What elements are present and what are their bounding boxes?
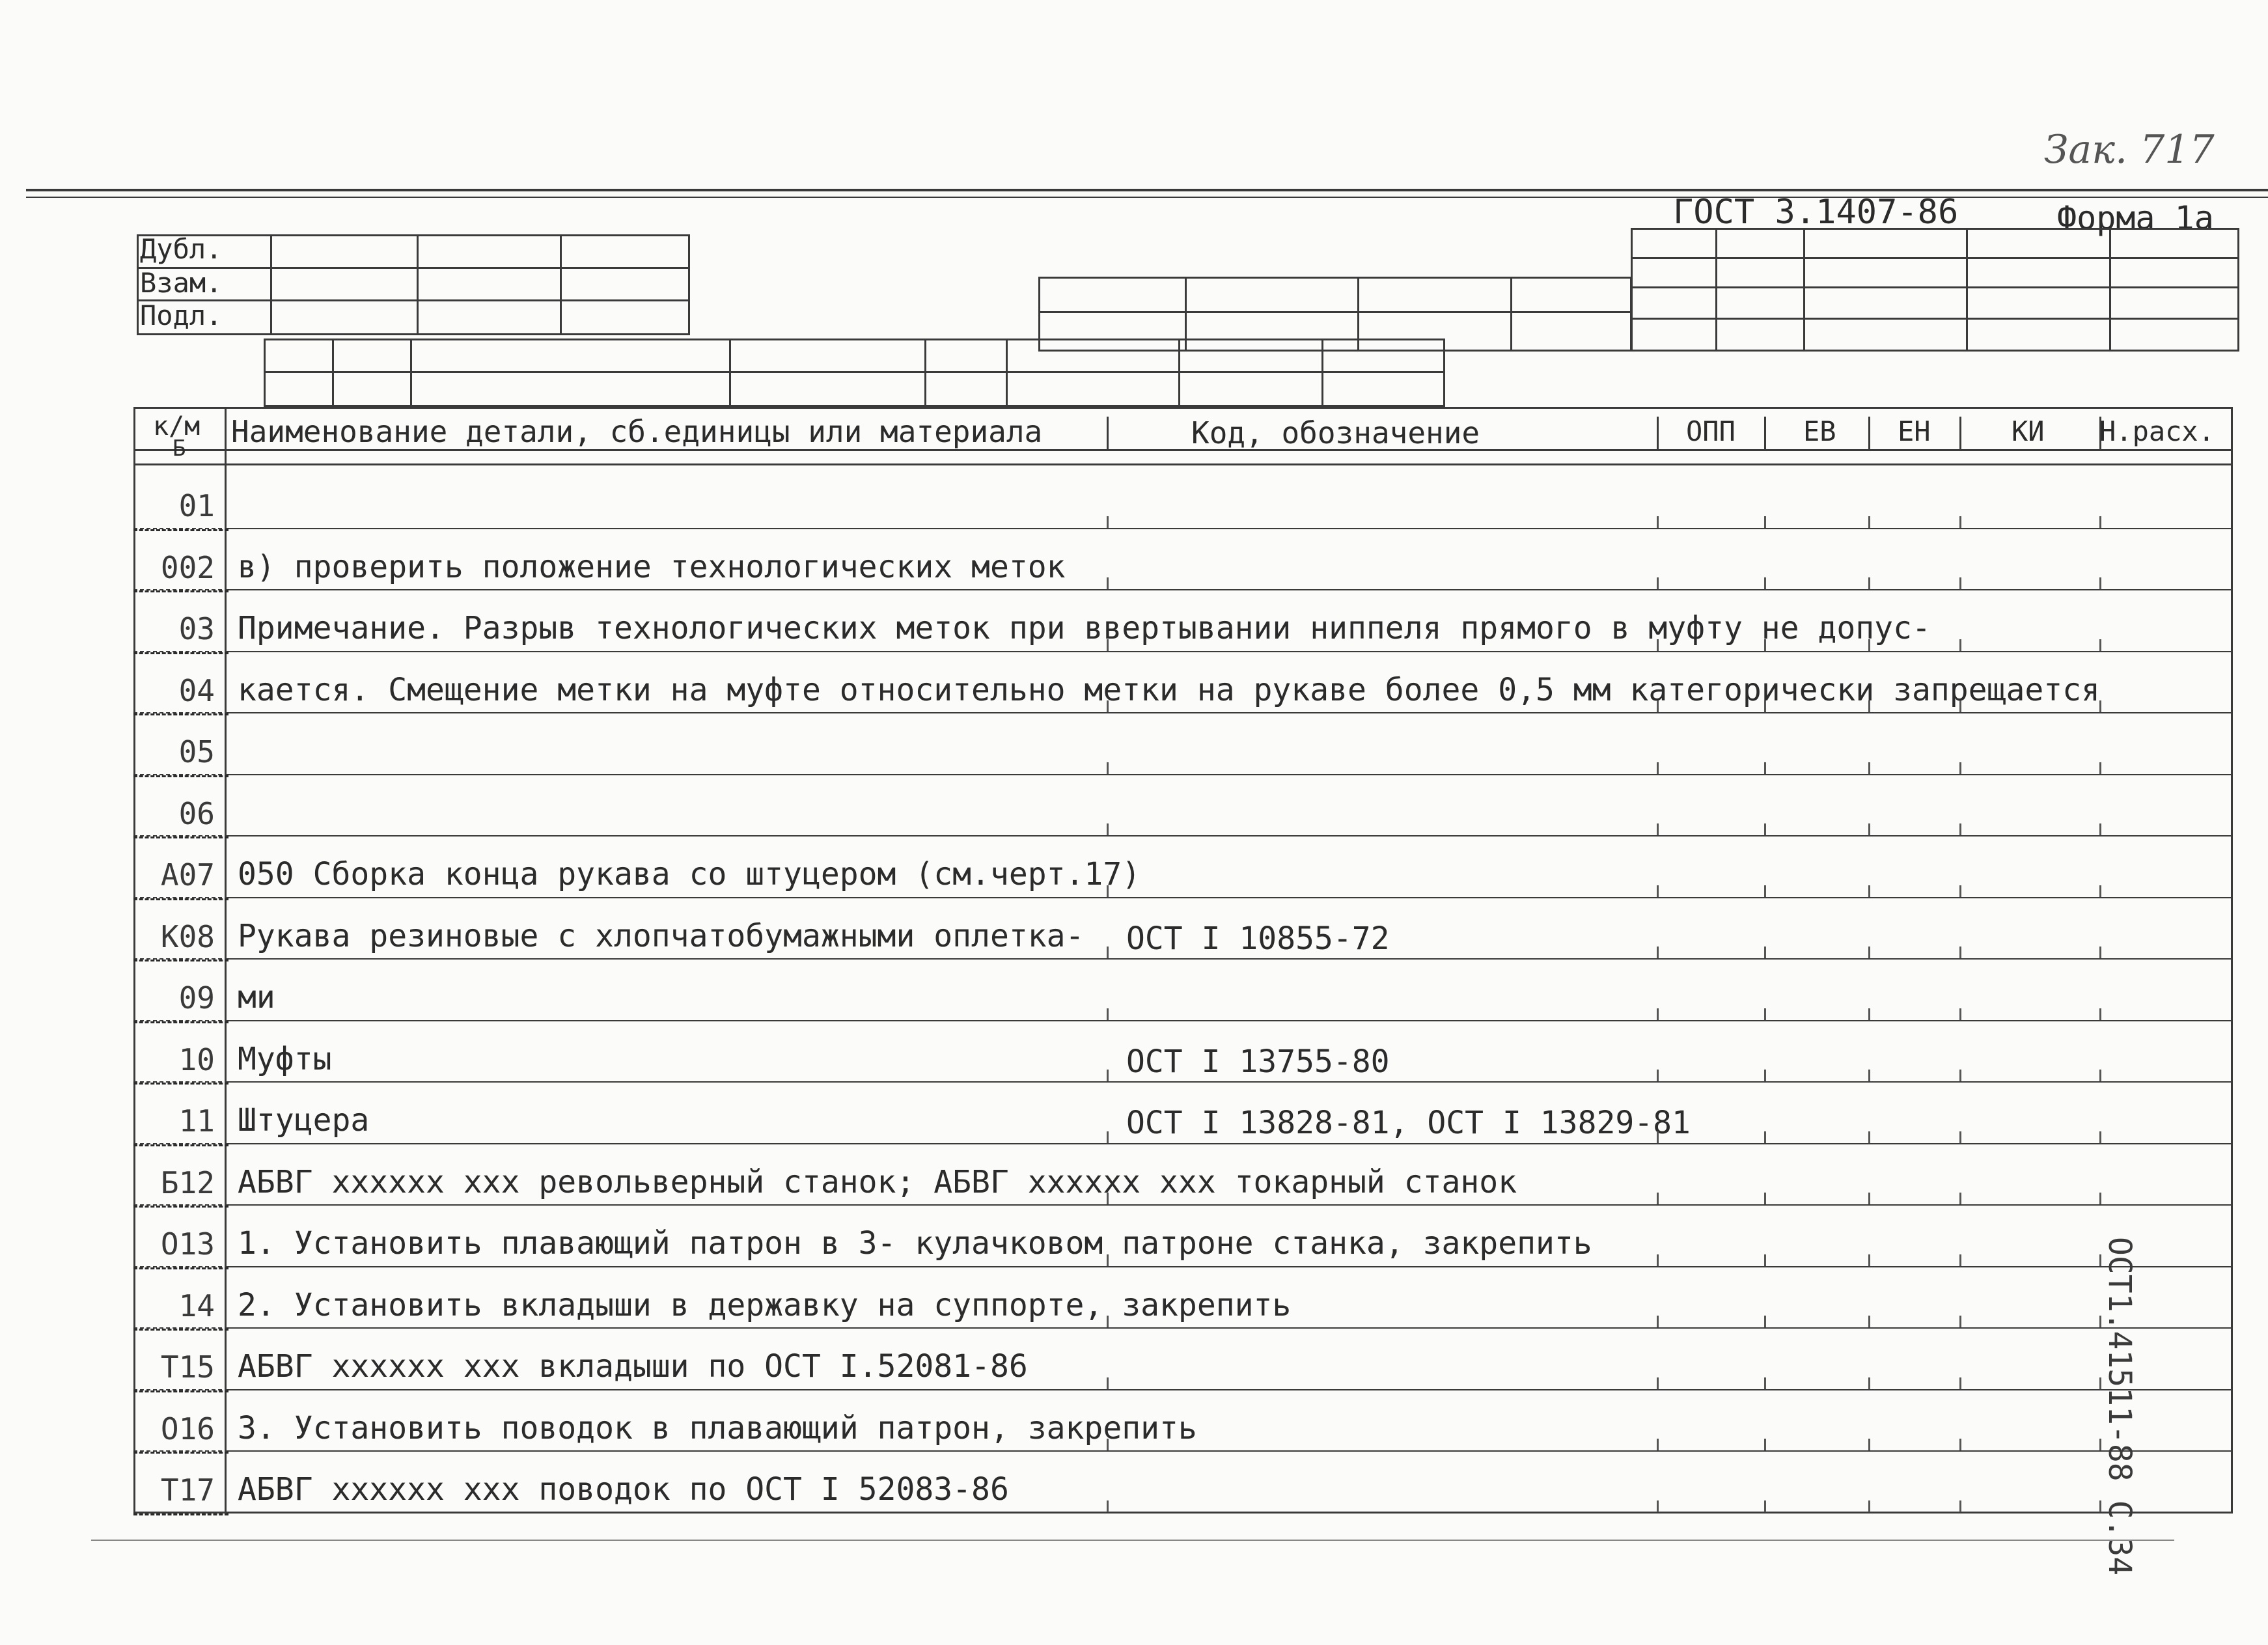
- column-tick: [1657, 823, 1659, 835]
- column-tick: [2099, 1131, 2101, 1143]
- column-tick: [1959, 639, 1961, 651]
- column-tick: [1764, 516, 1766, 528]
- column-tick: [1959, 823, 1961, 835]
- row-number: А07: [160, 857, 215, 892]
- column-tick: [1657, 639, 1659, 651]
- col-name: Наименование детали, сб.единицы или материала: [231, 414, 1043, 449]
- column-tick: [1868, 762, 1870, 774]
- column-tick: [1764, 1254, 1766, 1266]
- column-tick: [1107, 577, 1109, 589]
- row-name: Примечание. Разрыв технологических меток при ввертывании ниппеля прямого в муфту не допус-: [238, 610, 1931, 646]
- column-tick: [1868, 885, 1870, 897]
- column-tick: [1764, 1070, 1766, 1081]
- gost-label: ГОСТ 3.1407-86: [1673, 193, 1959, 232]
- row-number: 11: [178, 1103, 215, 1139]
- column-tick: [2099, 762, 2101, 774]
- column-tick: [1107, 516, 1109, 528]
- row-name: 2. Установить вкладыши в державку на суппорте, закрепить: [238, 1286, 1292, 1323]
- column-tick: [1107, 1254, 1109, 1266]
- row-number: 06: [178, 795, 215, 831]
- column-tick: [1868, 1193, 1870, 1204]
- row-number: 01: [178, 488, 215, 523]
- column-tick: [1657, 1439, 1659, 1450]
- column-tick: [1764, 577, 1766, 589]
- row-code: ОСТ I 13828-81, ОСТ I 13829-81: [1126, 1105, 1691, 1141]
- column-tick: [1107, 762, 1109, 774]
- column-tick: [1107, 1193, 1109, 1204]
- column-tick: [1107, 823, 1109, 835]
- column-tick: [1657, 885, 1659, 897]
- column-tick: [1868, 516, 1870, 528]
- column-tick: [1959, 1070, 1961, 1081]
- column-tick: [1868, 639, 1870, 651]
- column-tick: [1868, 1316, 1870, 1327]
- column-tick: [1657, 577, 1659, 589]
- col-ev: ЕВ: [1803, 415, 1836, 447]
- column-tick: [1107, 1131, 1109, 1143]
- column-tick: [1107, 639, 1109, 651]
- row-name: Штуцера: [238, 1102, 370, 1139]
- column-tick: [1764, 700, 1766, 712]
- row-name: в) проверить положение технологических меток: [238, 548, 1066, 585]
- column-tick: [1959, 1254, 1961, 1266]
- column-tick: [1764, 762, 1766, 774]
- row-number: 03: [178, 611, 215, 646]
- column-tick: [1657, 1070, 1659, 1081]
- row-code: ОСТ I 10855-72: [1126, 920, 1390, 957]
- column-tick: [1107, 1008, 1109, 1020]
- row-number: 002: [160, 549, 215, 585]
- row-name: АБВГ хххххх ххх поводок по ОСТ I 52083-86: [238, 1471, 1009, 1508]
- column-tick: [2099, 1070, 2101, 1081]
- label-vzam: Взам.: [140, 267, 223, 299]
- column-tick: [1764, 885, 1766, 897]
- label-dubl: Дубл.: [140, 233, 223, 265]
- column-tick: [1657, 762, 1659, 774]
- column-tick: [1868, 1008, 1870, 1020]
- col-ki: КИ: [2012, 415, 2045, 447]
- column-tick: [1959, 1131, 1961, 1143]
- row-name: кается. Смещение метки на муфте относительно метки на рукаве более 0,5 мм категорически запрещается: [238, 671, 2100, 708]
- column-tick: [1107, 885, 1109, 897]
- column-tick: [2099, 1008, 2101, 1020]
- column-tick: [1868, 1500, 1870, 1512]
- column-tick: [1657, 1500, 1659, 1512]
- column-tick: [1868, 1254, 1870, 1266]
- column-tick: [1868, 823, 1870, 835]
- column-tick: [1657, 516, 1659, 528]
- row-name: Рукава резиновые с хлопчатобумажными оплетка-: [238, 917, 1085, 954]
- col-en: ЕН: [1898, 415, 1931, 447]
- column-tick: [1107, 947, 1109, 958]
- column-tick: [1764, 639, 1766, 651]
- column-tick: [2099, 516, 2101, 528]
- column-tick: [1959, 1316, 1961, 1327]
- side-stamp: ОСТ1.41511-88 С.34: [2101, 1237, 2138, 1576]
- column-tick: [1868, 947, 1870, 958]
- row-name: ми: [238, 979, 275, 1016]
- col-code: Код, обозначение: [1191, 415, 1480, 450]
- column-tick: [2099, 700, 2101, 712]
- column-tick: [1764, 1008, 1766, 1020]
- column-tick: [1868, 1131, 1870, 1143]
- col-km: к/м: [153, 411, 201, 441]
- column-tick: [1959, 947, 1961, 958]
- column-tick: [1657, 947, 1659, 958]
- row-number: Т15: [160, 1349, 215, 1385]
- column-tick: [1107, 1439, 1109, 1450]
- row-name: 1. Установить плавающий патрон в 3- кулачковом патроне станка, закрепить: [238, 1225, 1592, 1262]
- column-tick: [1959, 1439, 1961, 1450]
- column-tick: [2099, 947, 2101, 958]
- column-tick: [1657, 1131, 1659, 1143]
- handwritten-note: Зак. 717: [2044, 127, 2215, 173]
- row-number: 04: [178, 672, 215, 708]
- column-tick: [1959, 885, 1961, 897]
- row-name: 3. Установить поводок в плавающий патрон, закрепить: [238, 1409, 1197, 1446]
- column-tick: [1868, 577, 1870, 589]
- row-number: О13: [160, 1226, 215, 1262]
- column-tick: [1868, 1439, 1870, 1450]
- column-tick: [1959, 1377, 1961, 1389]
- column-tick: [1657, 1316, 1659, 1327]
- column-tick: [2099, 1193, 2101, 1204]
- row-number: О16: [160, 1411, 215, 1446]
- label-podl: Подл.: [140, 299, 223, 331]
- row-number: 14: [178, 1288, 215, 1323]
- column-tick: [1959, 577, 1961, 589]
- bottom-rule: [91, 1540, 2174, 1541]
- column-tick: [1764, 1131, 1766, 1143]
- top-rule-1: [26, 189, 2268, 191]
- form-label: Форма 1а: [2057, 199, 2214, 237]
- column-tick: [1107, 700, 1109, 712]
- row-number: Б12: [160, 1165, 215, 1200]
- column-tick: [1107, 1316, 1109, 1327]
- row-number: К08: [160, 919, 215, 954]
- column-tick: [1764, 947, 1766, 958]
- column-tick: [1959, 762, 1961, 774]
- column-tick: [1959, 1008, 1961, 1020]
- col-opp: ОПП: [1686, 415, 1736, 447]
- row-name: 050 Сборка конца рукава со штуцером (см.черт.17): [238, 856, 1141, 892]
- column-tick: [1959, 1193, 1961, 1204]
- column-tick: [1868, 1070, 1870, 1081]
- column-tick: [1959, 1500, 1961, 1512]
- column-tick: [1764, 1377, 1766, 1389]
- row-name: Муфты: [238, 1040, 332, 1077]
- column-tick: [1657, 700, 1659, 712]
- column-tick: [1868, 700, 1870, 712]
- column-tick: [1764, 1193, 1766, 1204]
- column-tick: [2099, 823, 2101, 835]
- column-tick: [1657, 1193, 1659, 1204]
- column-tick: [1107, 1070, 1109, 1081]
- row-number: 10: [178, 1042, 215, 1077]
- row-code: ОСТ I 13755-80: [1126, 1043, 1390, 1080]
- row-name: АБВГ хххххх ххх револьверный станок; АБВГ хххххх ххх токарный станок: [238, 1163, 1517, 1200]
- column-tick: [1764, 1500, 1766, 1512]
- column-tick: [2099, 577, 2101, 589]
- column-tick: [1868, 1377, 1870, 1389]
- col-b: Б: [173, 435, 186, 462]
- row-name: АБВГ хххххх ххх вкладыши по ОСТ I.52081-86: [238, 1348, 1028, 1385]
- column-tick: [2099, 639, 2101, 651]
- row-number: 09: [178, 980, 215, 1016]
- column-tick: [1764, 1316, 1766, 1327]
- column-tick: [2099, 885, 2101, 897]
- column-tick: [1959, 700, 1961, 712]
- column-tick: [1107, 1500, 1109, 1512]
- column-tick: [1764, 823, 1766, 835]
- column-tick: [1764, 1439, 1766, 1450]
- column-tick: [1107, 1377, 1109, 1389]
- column-tick: [1657, 1008, 1659, 1020]
- column-tick: [1657, 1377, 1659, 1389]
- column-tick: [1657, 1254, 1659, 1266]
- col-nrash: Н.расх.: [2099, 415, 2215, 447]
- row-number: 05: [178, 734, 215, 769]
- row-number: Т17: [160, 1472, 215, 1508]
- column-tick: [1959, 516, 1961, 528]
